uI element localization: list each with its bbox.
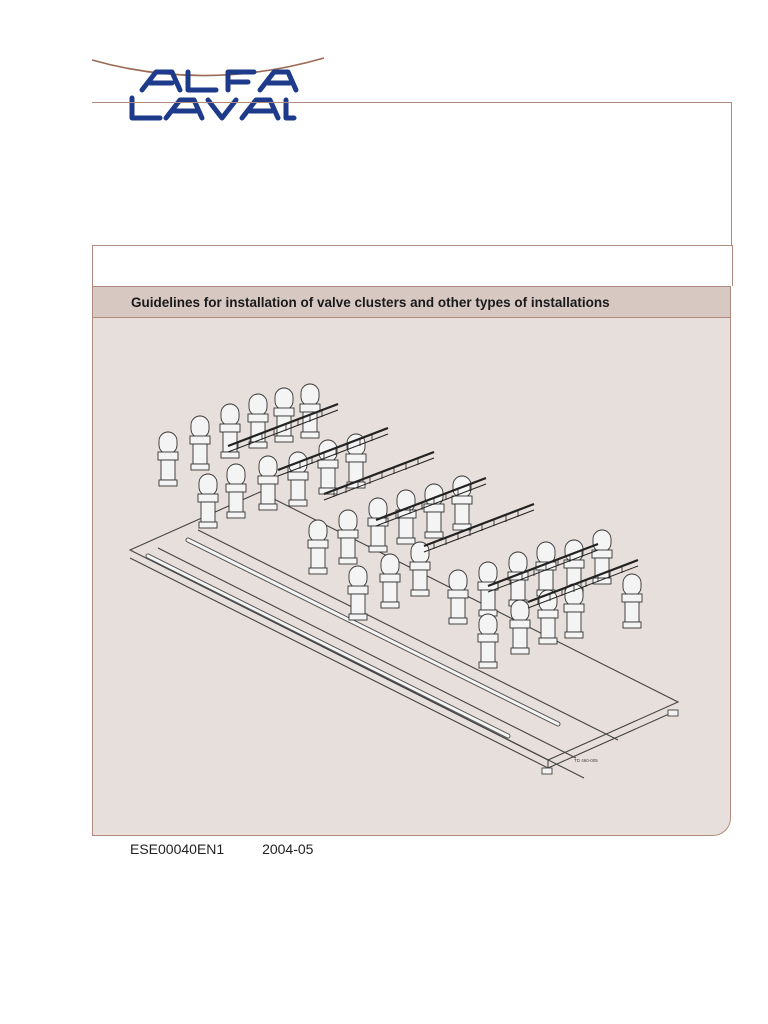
frame-top-line [92, 102, 732, 103]
title-band [92, 286, 731, 318]
title-spacer-box [92, 245, 733, 286]
document-date: 2004-05 [262, 841, 314, 857]
document-code: ESE00040EN1 [130, 841, 225, 857]
frame-right-line [731, 102, 732, 247]
document-title: Guidelines for installation of valve clusters and other types of installations [131, 295, 610, 310]
document-meta [130, 841, 313, 857]
drawing-reference: TD 460-005 [574, 758, 598, 763]
valve-cluster-illustration [128, 380, 688, 780]
alfa-laval-logo [88, 50, 328, 130]
